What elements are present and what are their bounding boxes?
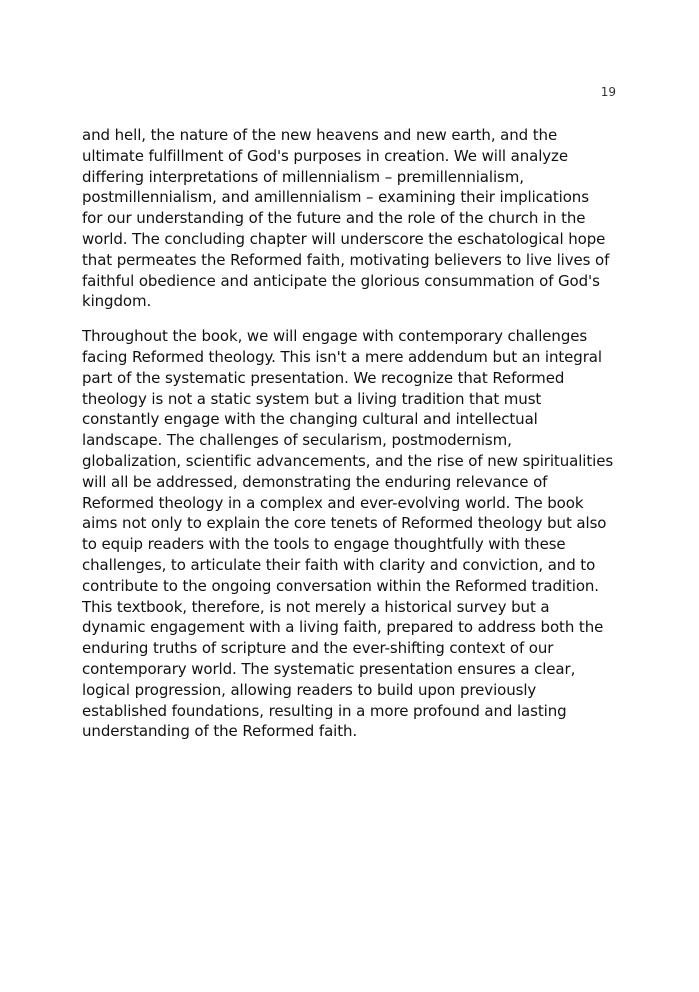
text-line: faithful obedience and anticipate the glorious consummation of God's [82, 271, 600, 290]
text-line: constantly engage with the changing cultural and intellectual [82, 410, 538, 429]
text-line: Throughout the book, we will engage with contemporary challenges [82, 327, 588, 346]
text-line: globalization, scientific advancements, and the rise of new spiritualities [82, 451, 614, 470]
text-line: world. The concluding chapter will underscore the eschatological hope [82, 229, 606, 248]
text-line: contribute to the ongoing conversation within the Reformed tradition. [82, 576, 599, 595]
text-line: facing Reformed theology. This isn't a mere addendum but an integral [82, 347, 602, 366]
paragraph-2 [82, 326, 622, 742]
text-line: dynamic engagement with a living faith, prepared to address both the [82, 618, 604, 637]
text-line: to equip readers with the tools to engage thoughtfully with these [82, 535, 566, 554]
text-line: kingdom. [82, 292, 152, 311]
text-line: logical progression, allowing readers to build upon previously [82, 680, 537, 699]
text-line: theology is not a static system but a living tradition that must [82, 389, 542, 408]
text-line: ultimate fulfillment of God's purposes in creation. We will analyze [82, 146, 568, 165]
text-line: understanding of the Reformed faith. [82, 722, 358, 741]
text-line: landscape. The challenges of secularism, postmodernism, [82, 431, 512, 450]
page-number: 19 [600, 85, 616, 99]
text-line: enduring truths of scripture and the ever-shifting context of our [82, 639, 554, 658]
text-line: This textbook, therefore, is not merely a historical survey but a [82, 597, 550, 616]
text-line: part of the systematic presentation. We recognize that Reformed [82, 368, 565, 387]
document-body [82, 125, 622, 756]
text-line: aims not only to explain the core tenets of Reformed theology but also [82, 514, 607, 533]
text-line: that permeates the Reformed faith, motivating believers to live lives of [82, 250, 610, 269]
paragraph-1 [82, 125, 622, 312]
text-line: for our understanding of the future and the role of the church in the [82, 209, 586, 228]
text-line: differing interpretations of millennialism – premillennialism, [82, 167, 524, 186]
text-line: will all be addressed, demonstrating the enduring relevance of [82, 472, 548, 491]
text-line: postmillennialism, and amillennialism – examining their implications [82, 188, 589, 207]
text-line: contemporary world. The systematic presentation ensures a clear, [82, 659, 576, 678]
text-line: Reformed theology in a complex and ever-evolving world. The book [82, 493, 584, 512]
text-line: challenges, to articulate their faith with clarity and conviction, and to [82, 555, 596, 574]
text-line: and hell, the nature of the new heavens and new earth, and the [82, 126, 558, 144]
text-line: established foundations, resulting in a more profound and lasting [82, 701, 567, 720]
